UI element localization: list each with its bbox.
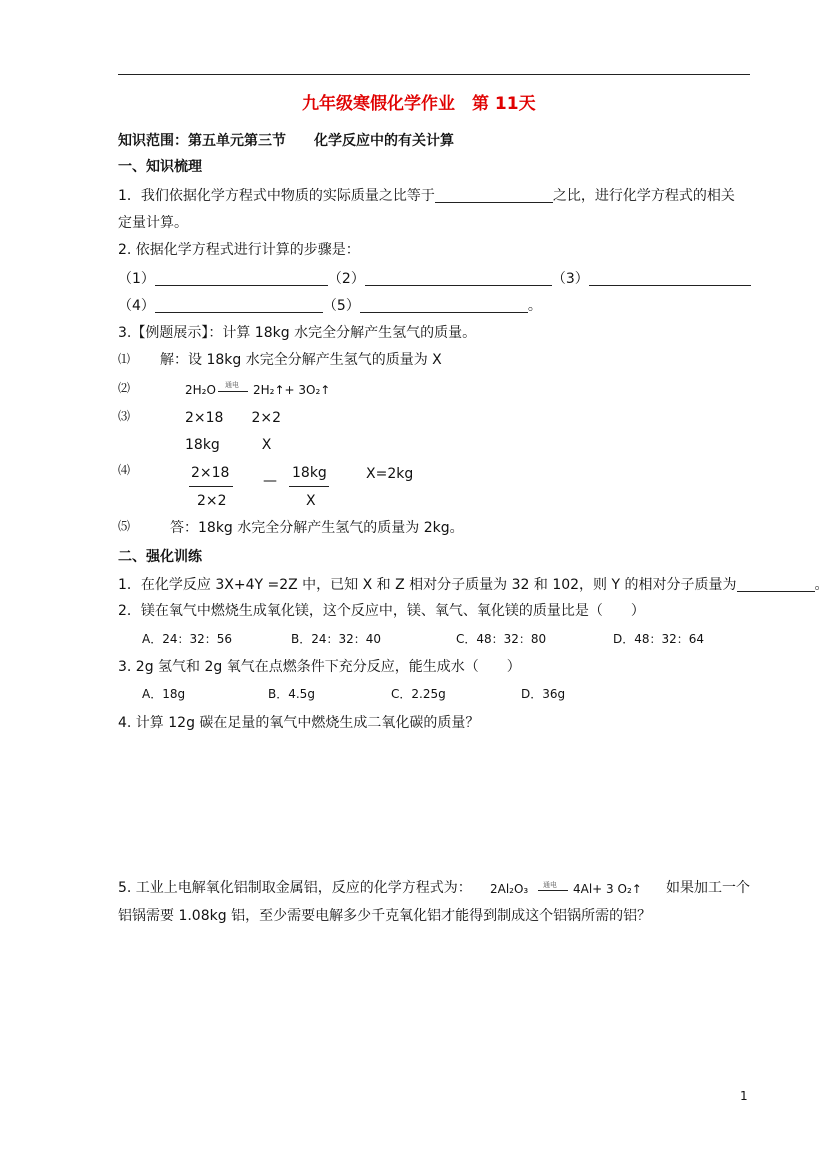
question-2-text: 2. 依据化学方程式进行计算的步骤是：: [118, 242, 360, 258]
example-question: 3.【例题展示】：计算 18kg 水完全分解产生氢气的质量。: [118, 325, 477, 341]
fraction-1-denominator: 2×2: [197, 493, 227, 509]
step-label: （5）: [322, 298, 360, 314]
question-1-text-b: 之比，进行化学方程式的相关: [552, 188, 735, 204]
equation-right: 2H₂↑+ 3O₂↑: [253, 383, 331, 397]
fraction-2-bar: [289, 486, 329, 487]
training-question-5-line-2: 铝锅需要 1.08kg 铝，至少需要电解多少千克氧化铝才能得到制成这个铝锅所需的铝？: [118, 908, 652, 924]
answer-blank[interactable]: [435, 188, 553, 203]
equation-left: 2H₂O: [185, 383, 216, 397]
q5-equation-left: 2Al₂O₃: [490, 882, 529, 896]
fraction-2-denominator: X: [306, 493, 316, 509]
step-blank[interactable]: [589, 271, 751, 286]
page-number: 1: [740, 1089, 748, 1103]
solution-setup: 解：设 18kg 水完全分解产生氢气的质量为 X: [160, 352, 442, 368]
training-question-2: 2．镁在氧气中燃烧生成氧化镁，这个反应中，镁、氧气、氧化镁的质量比是（ ）: [118, 603, 645, 619]
page-title: 九年级寒假化学作业 第 11天: [302, 94, 536, 114]
step-label: （4）: [118, 298, 155, 314]
fraction-2-numerator: 18kg: [292, 465, 327, 481]
question-1-line-1: [118, 188, 735, 203]
option-a[interactable]: A．24：32：56: [142, 632, 233, 646]
answer-statement: 答：18kg 水完全分解产生氢气的质量为 2kg。: [170, 520, 464, 536]
reaction-arrow: [218, 391, 248, 392]
step-label: （3）: [551, 271, 589, 287]
section-heading-training: 二、强化训练: [118, 549, 202, 565]
q5-reaction-condition: 通电: [543, 881, 557, 889]
training-question-3: 3. 2g 氢气和 2g 氧气在点燃条件下充分反应，能生成水（ ）: [118, 659, 521, 675]
training-question-4: 4. 计算 12g 碳在足量的氧气中燃烧生成二氧化碳的质量？: [118, 715, 480, 731]
step-label: （2）: [327, 271, 365, 287]
question-1-line-2: 定量计算。: [118, 215, 188, 231]
training-question-1-text: 1．在化学反应 3X+4Y =2Z 中，已知 X 和 Z 相对分子质量为 32 和 102，则 Y 的相对分子质量为: [118, 577, 737, 593]
training-question-5-text-a: 5. 工业上电解氧化铝制取金属铝，反应的化学方程式为：: [118, 880, 472, 896]
step-marker: ⑴: [118, 352, 131, 366]
option-b[interactable]: B．24：32：40: [291, 632, 382, 646]
step-marker: ⑸: [118, 519, 131, 533]
training-question-1: [118, 577, 829, 592]
steps-period: 。: [527, 298, 542, 314]
option-d[interactable]: D．36g: [521, 687, 566, 701]
step-marker: ⑷: [118, 463, 131, 477]
step-blank[interactable]: [365, 271, 552, 286]
q5-reaction-arrow: [538, 890, 568, 891]
fraction-1-bar: [189, 486, 233, 487]
option-c[interactable]: C．2.25g: [391, 687, 446, 701]
option-d[interactable]: D．48：32：64: [613, 632, 705, 646]
option-b[interactable]: B．4.5g: [268, 687, 315, 701]
result: X=2kg: [366, 466, 414, 482]
option-c[interactable]: C．48：32：80: [456, 632, 547, 646]
knowledge-scope: 知识范围：第五单元第三节 化学反应中的有关计算: [118, 133, 454, 149]
training-question-1-end: 。: [814, 577, 829, 593]
step-blank[interactable]: [360, 298, 528, 313]
ratio-row-1: 2×18 2×2: [185, 410, 281, 426]
step-blank[interactable]: [155, 271, 328, 286]
header-rule: [118, 74, 750, 75]
answer-blank[interactable]: [737, 577, 815, 592]
steps-row-1: [118, 271, 751, 286]
ratio-row-2: 18kg X: [185, 437, 272, 453]
step-blank[interactable]: [155, 298, 323, 313]
steps-row-2: [118, 298, 542, 313]
training-question-5-text-b: 如果加工一个: [666, 880, 750, 896]
training-question-5-line-1: [118, 881, 472, 895]
question-1-text-a: 1．我们依据化学方程式中物质的实际质量之比等于: [118, 188, 435, 204]
fraction-1-numerator: 2×18: [191, 465, 230, 481]
equals-sign: —: [263, 473, 277, 489]
section-heading-knowledge: 一、知识梳理: [118, 159, 202, 175]
reaction-condition: 通电: [225, 381, 239, 389]
option-a[interactable]: A．18g: [142, 687, 186, 701]
step-marker: ⑵: [118, 381, 131, 395]
step-marker: ⑶: [118, 409, 131, 423]
step-label: （1）: [118, 271, 155, 287]
q5-equation-right: 4Al+ 3 O₂↑: [573, 882, 642, 896]
